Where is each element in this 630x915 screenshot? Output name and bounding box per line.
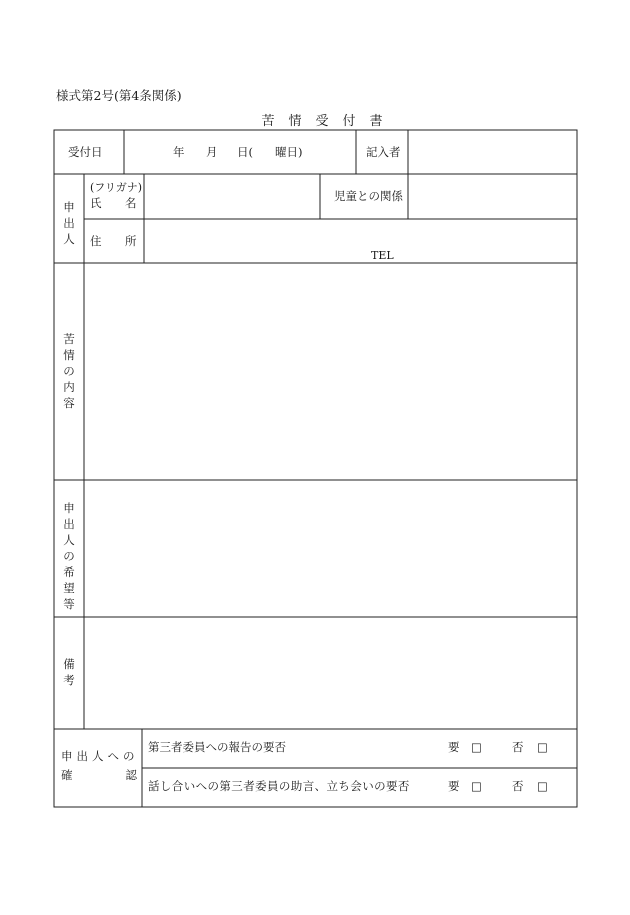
applicant-section-label: 申 出 人 <box>63 200 75 246</box>
month-label: 月 <box>206 145 218 159</box>
tel-label: TEL <box>371 249 394 262</box>
remarks-section-label: 備 考 <box>63 657 75 687</box>
recorder-label: 記入者 <box>366 145 401 159</box>
address-field[interactable] <box>145 220 576 262</box>
address-label: 住 所 <box>90 234 143 248</box>
q1-yes-checkbox[interactable]: □ <box>471 740 482 754</box>
name-field[interactable] <box>145 175 319 218</box>
q1-no-label: 否 <box>512 740 524 754</box>
question-mediation-necessity: 話し合いへの第三者委員の助言、立ち会いの要否 <box>148 779 410 793</box>
q2-no-label: 否 <box>512 779 524 793</box>
year-label: 年 <box>173 145 185 159</box>
q1-no-checkbox[interactable]: □ <box>537 740 548 754</box>
q1-yes-label: 要 <box>448 740 460 754</box>
q2-no-checkbox[interactable]: □ <box>537 779 548 793</box>
relation-label: 児童との関係 <box>334 189 403 203</box>
wishes-field[interactable] <box>85 481 576 616</box>
reception-date-field[interactable] <box>125 131 355 173</box>
remarks-field[interactable] <box>85 618 576 728</box>
furigana-label: (フリガナ) <box>90 181 143 194</box>
form-number: 様式第2号(第4条関係) <box>56 88 182 103</box>
day-label: 日( <box>237 145 253 159</box>
recorder-field[interactable] <box>409 131 576 173</box>
q2-yes-checkbox[interactable]: □ <box>471 779 482 793</box>
name-label: 氏 名 <box>90 196 143 210</box>
complaint-section-label: 苦 情 の 内 容 <box>63 332 75 410</box>
wishes-section-label: 申 出 人 の 希 望 等 <box>63 501 75 611</box>
document-title: 苦情受付書 <box>261 114 397 129</box>
relation-field[interactable] <box>409 175 576 218</box>
confirmation-label-line1: 申出人への <box>61 749 139 763</box>
complaint-field[interactable] <box>85 264 576 479</box>
q2-yes-label: 要 <box>448 779 460 793</box>
question-report-necessity: 第三者委員への報告の要否 <box>148 740 286 754</box>
confirmation-label-line2: 確 認 <box>61 768 137 782</box>
reception-date-label: 受付日 <box>68 145 103 159</box>
weekday-label: 曜日) <box>275 145 303 159</box>
